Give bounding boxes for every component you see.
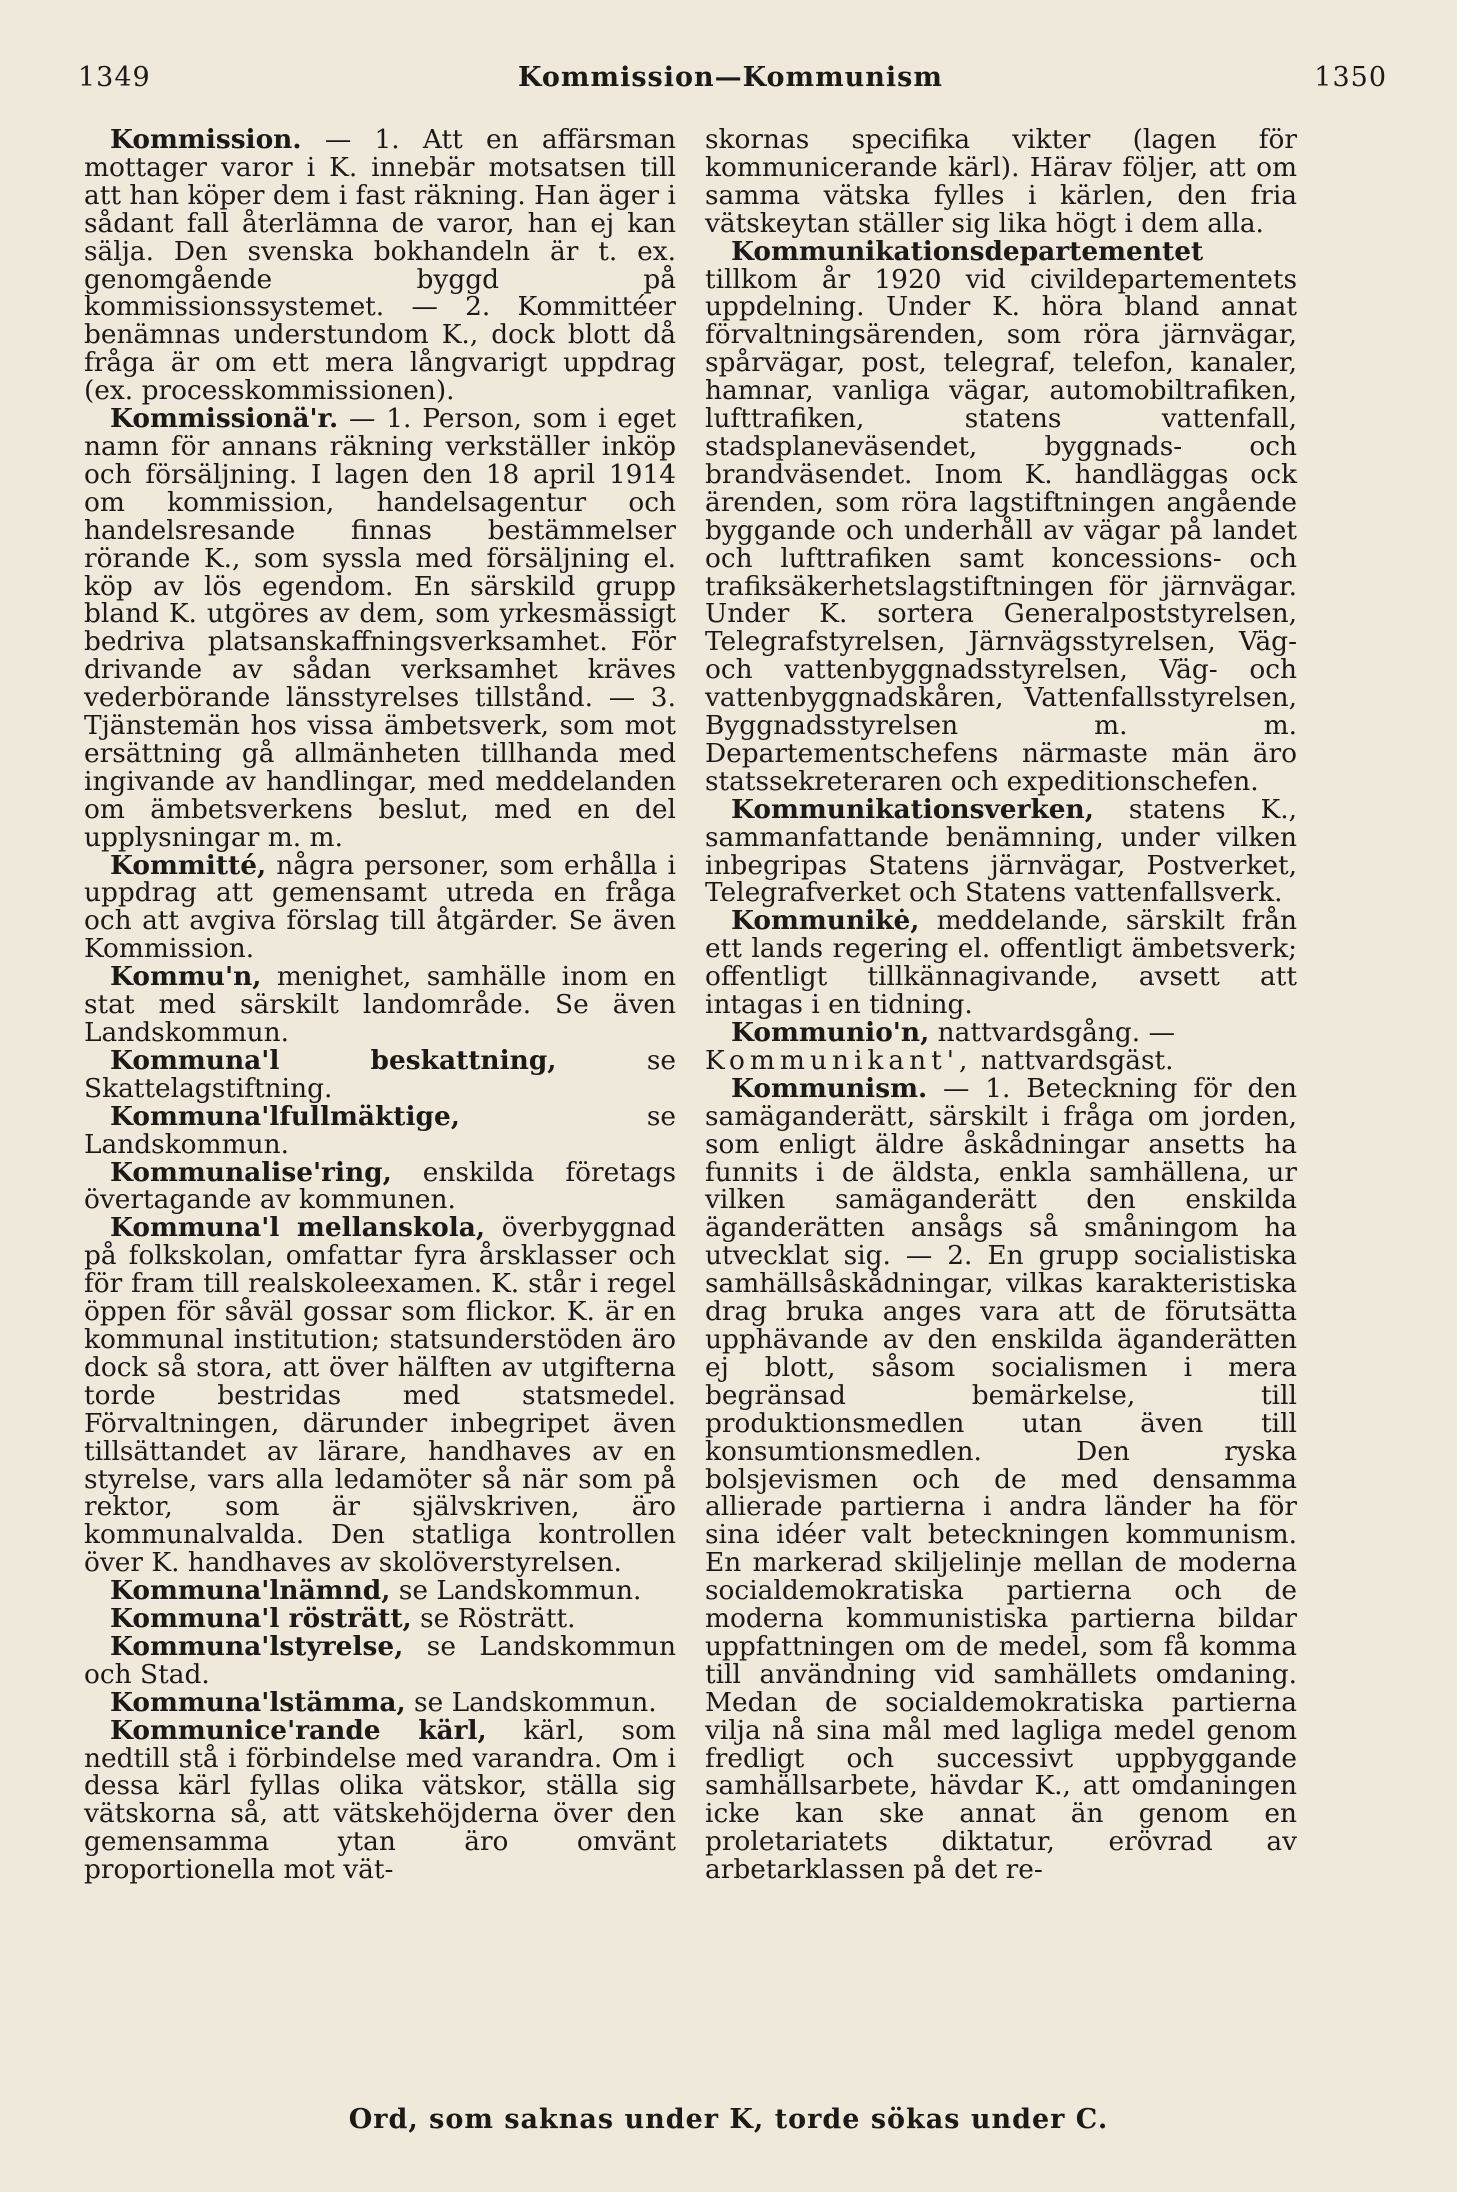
- entry-text: meddelande, särskilt från ett lands regering el. offentligt ämbetsverk; offentligt tillkännagivande, avsett att intagas i en tidning.: [705, 905, 1297, 1021]
- dictionary-entry: [84, 126, 676, 405]
- entry-text: se Landskommun.: [390, 1575, 642, 1607]
- left-column: [84, 126, 676, 1884]
- dictionary-entry: [84, 1686, 676, 1718]
- entry-subheadword: Kommunikant',: [705, 1044, 973, 1076]
- entry-text: överbyggnad på folkskolan, omfattar fyra årsklasser och för fram till realskoleexamen. K. står i regel öppen för såväl gossar som flickor. K. är en kommunal institution; statsunderstöden äro dock så stora, att över hälften av utgifterna torde bestridas med statsmedel. Förvaltningen, därunder inbegripet även tillsättandet av lärare, handhaves av en styrelse, vars alla ledamöter så när som på rektor, som är självskriven, äro kommunalvalda. Den statliga kontrollen över K. handhaves av skolöverstyrelsen.: [84, 1212, 677, 1579]
- entry-headword: Kommunalise'ring,: [110, 1156, 392, 1188]
- page-number-right: 1350: [1314, 62, 1387, 93]
- entry-text: menighet, samhälle inom en stat med särskilt landområde. Se även Landskommun.: [84, 961, 676, 1048]
- entry-headword: Kommuna'lstyrelse,: [110, 1630, 404, 1662]
- entry-text: statens K., sammanfattande benämning, under vilken inbegripas Statens järnvägar, Postverket, Telegrafverket och Statens vattenfallsverk.: [705, 793, 1297, 909]
- dictionary-entry: [84, 1630, 676, 1690]
- entry-headword: Kommissionä'r.: [110, 403, 339, 435]
- entry-text: se Landskommun.: [84, 1100, 676, 1160]
- entry-text: kärl, som nedtill stå i förbindelse med varandra. Om i dessa kärl fyllas olika vätskor, ställa sig vätskorna så, att vätskehöjderna över den gemensamma ytan äro omvänt proportionella mot vät-: [84, 1714, 676, 1886]
- dictionary-entry: [84, 1605, 676, 1633]
- entry-text: — 1. Beteckning för den samäganderätt, särskilt i fråga om jorden, som enligt äldre åskådningar ansetts ha funnits i de äldsta, enkla samhällena, ur vilken samäganderätt den enskilda äganderätten ansågs så småningom ha utvecklat sig. — 2. En grupp socialistiska samhällsåskådningar, vilkas karakteristiska drag bruka anges vara att de förutsätta upphävande av den enskilda äganderätten ej blott, såsom socialismen i mera begränsad bemärkelse, till produktionsmedlen utan även till konsumtionsmedlen. Den ryska bolsjevismen och de med densamma allierade partierna i andra länder ha för sina idéer valt beteckningen kommunism. En markerad skiljelinje mellan de moderna socialdemokratiska partierna och de moderna kommunistiska partierna bildar uppfattningen om de medel, som få komma till användning vid samhällets omdaning. Medan de socialdemokratiska partierna vilja nå sina mål med lagliga medel genom fredligt och successivt uppbyggande samhällsarbete, hävdar K., att omdaningen icke kan ske annat än genom en proletariatets diktatur, erövrad av arbetarklassen på det re-: [705, 1072, 1297, 1886]
- dictionary-entry: [84, 405, 676, 852]
- entry-headword: Kommunikationsverken,: [731, 793, 1094, 825]
- entry-text: se Rösträtt.: [411, 1603, 576, 1635]
- entry-text: se Landskommun och Stad.: [84, 1630, 676, 1690]
- entry-text: enskilda företags övertagande av kommunen.: [84, 1156, 676, 1216]
- entry-text: se Landskommun.: [405, 1686, 657, 1718]
- dictionary-entry: [84, 1714, 676, 1886]
- dictionary-entry: [84, 1156, 676, 1216]
- entry-headword: Kommunice'rande kärl,: [110, 1714, 487, 1746]
- page-number-left: 1349: [78, 62, 151, 93]
- entry-headword: Kommu'n,: [110, 961, 262, 993]
- dictionary-entry: [705, 235, 1297, 797]
- dictionary-entry: [84, 1577, 676, 1605]
- dictionary-entry: [84, 1214, 676, 1577]
- right-column: [705, 126, 1297, 1884]
- dictionary-entry: [705, 907, 1297, 1019]
- dictionary-entry: [84, 1044, 676, 1104]
- entry-subtext: nattvardsgäst.: [972, 1044, 1174, 1076]
- entry-headword: Kommuna'lnämnd,: [110, 1575, 391, 1607]
- dictionary-entry: [84, 1100, 676, 1160]
- entry-headword: Kommunio'n,: [731, 1017, 930, 1048]
- entry-headword: Kommunikė,: [731, 905, 920, 937]
- dictionary-entry: [705, 126, 1297, 238]
- page-header: [74, 62, 1387, 112]
- entry-text: tillkom år 1920 vid civildepartementets uppdelning. Under K. höra bland annat förvaltningsärenden, som röra järnvägar, spårvägar, post, telegraf, telefon, kanaler, hamnar, vanliga vägar, automobiltrafiken, lufttrafiken, statens vattenfall, stadsplaneväsendet, byggnads- och brandväsendet. Inom K. handläggas ock ärenden, som röra lagstiftningen angående byggande och underhåll av vägar på landet och lufttrafiken samt koncessions- och trafiksäkerhetslagstiftningen för järnvägar. Under K. sortera Generalpoststyrelsen, Telegrafstyrelsen, Järnvägsstyrelsen, Väg- och vattenbyggnadsstyrelsen, Väg- och vattenbyggnadskåren, Vattenfallsstyrelsen, Byggnadsstyrelsen m. m. Departementschefens närmaste män äro statssekreteraren och expeditionschefen.: [705, 263, 1297, 797]
- entry-headword: Kommuna'l mellanskola,: [110, 1212, 486, 1244]
- entry-headword: Kommunikationsdepartementet: [731, 235, 1204, 267]
- dictionary-entry: [84, 849, 676, 965]
- entry-headword: Kommuna'lfullmäktige,: [110, 1100, 460, 1132]
- dictionary-entry: [705, 1072, 1297, 1886]
- entry-headword: Kommuna'l rösträtt,: [110, 1603, 412, 1635]
- footer-note: Ord, som saknas under K, torde sökas under C.: [348, 2104, 1109, 2135]
- dictionary-entry: [705, 1019, 1297, 1075]
- entry-text: — 1. Att en affärsman mottager varor i K. innebär motsatsen till att han köper dem i fast räkning. Han äger i sådant fall återlämna de varor, han ej kan sälja. Den svenska bokhandeln är t. ex. genomgående byggd på kommissionssystemet. — 2. Kommittéer benämnas understundom K., dock blott då fråga är om ett mera långvarigt uppdrag (ex. processkommissionen).: [84, 124, 676, 407]
- entry-headword: Kommunism.: [731, 1072, 928, 1104]
- entry-headword: Kommuna'lstämma,: [110, 1686, 406, 1718]
- entry-text: några personer, som erhålla i uppdrag att gemensamt utreda en fråga och att avgiva förslag till åtgärder. Se även Kommission.: [84, 849, 676, 965]
- entry-text: — 1. Person, som i eget namn för annans räkning verkställer inköp och försäljning. I lagen den 18 april 1914 om kommission, handelsagentur och handelsresande finnas bestämmelser rörande K., som syssla med försäljning el. köp av lös egendom. En särskild grupp bland K. utgöres av dem, som yrkesmässigt bedriva platsanskaffningsverksamhet. För drivande av sådan verksamhet kräves vederbörande länsstyrelses tillstånd. — 3. Tjänstemän hos vissa ämbetsverk, som mot ersättning gå allmänheten tillhanda med ingivande av handlingar, med meddelanden om ämbetsverkens beslut, med en del upplysningar m. m.: [84, 403, 676, 853]
- entry-text: skornas specifika vikter (lagen för kommunicerande kärl). Härav följer, att om samma vätska fylles i kärlen, den fria vätskeytan ställer sig lika högt i dem alla.: [705, 124, 1297, 239]
- running-head: Kommission—Kommunism: [518, 62, 943, 93]
- entry-text: nattvardsgång. —: [929, 1017, 1175, 1048]
- entry-text: se Skattelagstiftning.: [84, 1044, 676, 1104]
- dictionary-entry: [84, 963, 676, 1047]
- dictionary-entry: [705, 793, 1297, 909]
- entry-headword: Kommission.: [110, 124, 302, 155]
- entry-headword: Kommuna'l beskattning,: [110, 1044, 557, 1076]
- entry-headword: Kommitté,: [110, 849, 267, 881]
